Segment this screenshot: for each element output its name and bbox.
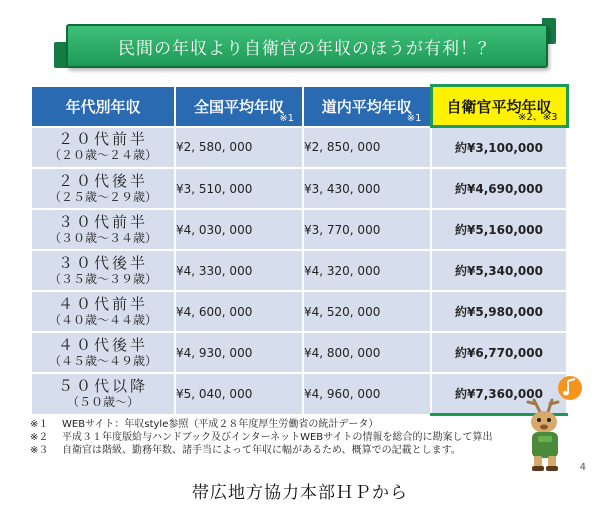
table-row: [31, 332, 567, 373]
age-cell: ２０代後半 （２５歳～２９歳）: [31, 168, 175, 209]
national-cell: ¥4, 030, 000: [175, 209, 303, 250]
national-cell: ¥3, 510, 000: [175, 168, 303, 209]
age-cell: ３０代後半 （３５歳～３９歳）: [31, 250, 175, 291]
hokkaido-cell: ¥2, 850, 000: [303, 127, 431, 169]
age-cell: ４０代前半 （４０歳～４４歳）: [31, 291, 175, 332]
hokkaido-cell: ¥4, 520, 000: [303, 291, 431, 332]
header-hokkaido-note: ※1: [406, 112, 422, 124]
title-banner: [66, 24, 548, 68]
footnote: ※２ 平成３１年度版給与ハンドブック及びインターネットWEBサイトの情報を総合的に勘案して算出: [30, 432, 493, 443]
table-row: [31, 373, 567, 415]
hokkaido-cell: ¥4, 960, 000: [303, 373, 431, 415]
age-cell: ５０代以降 （５０歳～）: [31, 373, 175, 415]
national-cell: ¥4, 930, 000: [175, 332, 303, 373]
footnote: ※１ WEBサイト：年収style参照（平成２８年度厚生労働省の統計データ）: [30, 419, 379, 430]
header-national-note: ※1: [279, 112, 294, 124]
jsdf-cell: 約¥5,340,000: [431, 250, 567, 291]
header-age: 年代別年収: [31, 86, 175, 127]
table-row: [31, 209, 567, 250]
banner-title: 民間の年収より自衛官の年収のほうが有利！？: [118, 38, 496, 59]
age-cell: ２０代前半 （２０歳～２４歳）: [31, 127, 175, 169]
salary-table: [30, 84, 569, 416]
header-national: 全国平均年収 ※1: [175, 86, 303, 127]
page-number: 4: [579, 462, 586, 473]
hokkaido-cell: ¥3, 430, 000: [303, 168, 431, 209]
jsdf-cell: 約¥4,690,000: [431, 168, 567, 209]
footnote: ※３ 自衛官は階級、勤務年数、諸手当によって年収に幅があるため、概算での記載とします。: [30, 445, 461, 456]
header-jsdf-note: ※2、※3: [518, 112, 558, 123]
national-cell: ¥4, 600, 000: [175, 291, 303, 332]
age-cell: ４０代後半 （４５歳～４９歳）: [31, 332, 175, 373]
header-jsdf: 自衛官平均年収 ※2、※3: [431, 86, 567, 127]
national-cell: ¥2, 580, 000: [175, 127, 303, 169]
jsdf-cell: 約¥5,980,000: [431, 291, 567, 332]
jsdf-cell: 約¥6,770,000: [431, 332, 567, 373]
jsdf-cell: 約¥3,100,000: [431, 127, 567, 169]
table-row: [31, 250, 567, 291]
hokkaido-cell: ¥3, 770, 000: [303, 209, 431, 250]
hokkaido-cell: ¥4, 320, 000: [303, 250, 431, 291]
hokkaido-cell: ¥4, 800, 000: [303, 332, 431, 373]
footnotes: [30, 418, 500, 457]
header-hokkaido: 道内平均年収 ※1: [303, 86, 431, 127]
table-row: [31, 168, 567, 209]
deer-mascot-icon: [514, 374, 594, 474]
music-note-icon: [558, 376, 582, 400]
jsdf-cell: 約¥5,160,000: [431, 209, 567, 250]
age-cell: ３０代前半 （３０歳～３４歳）: [31, 209, 175, 250]
national-cell: ¥4, 330, 000: [175, 250, 303, 291]
national-cell: ¥5, 040, 000: [175, 373, 303, 415]
table-header-row: [31, 86, 567, 127]
table-row: [31, 127, 567, 169]
jsdf-cell: 約¥7,360,000: [431, 373, 567, 415]
source-caption: 帯広地方協力本部ＨＰから: [192, 483, 408, 503]
table-row: [31, 291, 567, 332]
